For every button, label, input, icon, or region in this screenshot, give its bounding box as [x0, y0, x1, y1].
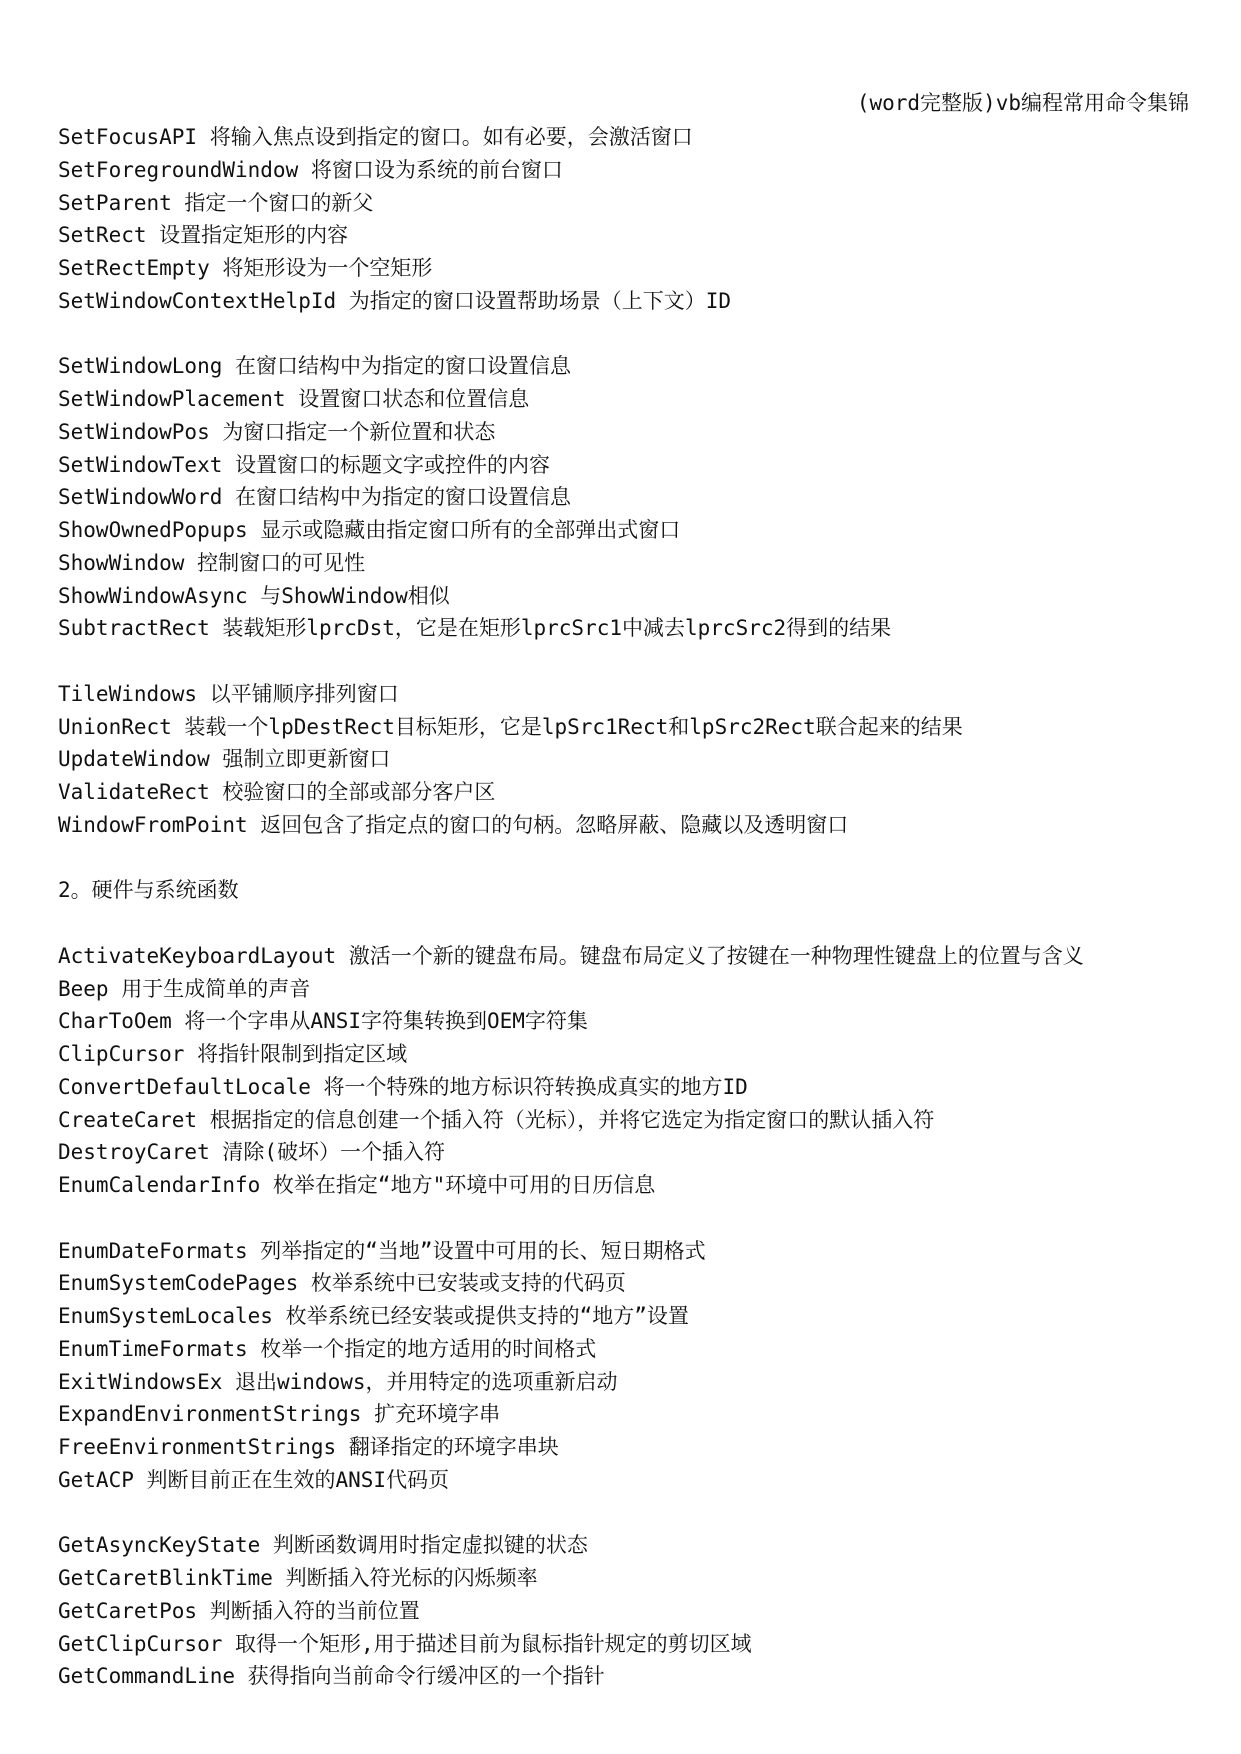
text-line: GetCaretBlinkTime 判断插入符光标的闪烁频率: [58, 1566, 538, 1590]
text-line: UnionRect 装载一个lpDestRect目标矩形，它是lpSrc1Rect和lpSrc2Rect联合起来的结果: [58, 714, 963, 739]
blank-line: [58, 1497, 1198, 1530]
text-line: GetCommandLine 获得指向当前命令行缓冲区的一个指针: [58, 1664, 605, 1689]
document-body: [58, 121, 1198, 1693]
text-line: EnumSystemCodePages 枚举系统中已安装或支持的代码页: [58, 1271, 626, 1296]
text-line: ExitWindowsEx 退出windows，并用特定的选项重新启动: [58, 1369, 618, 1394]
text-line: WindowFromPoint 返回包含了指定点的窗口的句柄。忽略屏蔽、隐藏以及透明窗口: [58, 812, 849, 837]
blank-line: [58, 1202, 1198, 1235]
text-line: EnumSystemLocales 枚举系统已经安装或提供支持的“地方”设置: [58, 1304, 689, 1328]
text-line: SetWindowContextHelpId 为指定的窗口设置帮助场景（上下文）ID: [58, 288, 732, 313]
text-line: ShowWindowAsync 与ShowWindow相似: [58, 583, 450, 608]
text-line: Beep 用于生成简单的声音: [58, 976, 311, 1001]
blank-line: [58, 318, 1198, 351]
text-line: SetParent 指定一个窗口的新父: [58, 190, 374, 215]
blank-line: [58, 842, 1198, 875]
text-line: ShowOwnedPopups 显示或隐藏由指定窗口所有的全部弹出式窗口: [58, 518, 681, 542]
text-line: EnumCalendarInfo 枚举在指定“地方"环境中可用的日历信息: [58, 1173, 656, 1197]
text-line: ConvertDefaultLocale 将一个特殊的地方标识符转换成真实的地方ID: [58, 1074, 748, 1099]
text-line: SetWindowWord 在窗口结构中为指定的窗口设置信息: [58, 485, 572, 510]
text-line: GetCaretPos 判断插入符的当前位置: [58, 1598, 420, 1623]
page-header: (word完整版)vb编程常用命令集锦: [856, 91, 1189, 115]
text-line: SetWindowLong 在窗口结构中为指定的窗口设置信息: [58, 354, 572, 379]
text-line: SetWindowPlacement 设置窗口状态和位置信息: [58, 387, 530, 411]
text-line: SubtractRect 装载矩形lprcDst，它是在矩形lprcSrc1中减去lprcSrc2得到的结果: [58, 616, 892, 641]
text-line: EnumDateFormats 列举指定的“当地”设置中可用的长、短日期格式: [58, 1238, 706, 1263]
text-line: UpdateWindow 强制立即更新窗口: [58, 747, 391, 772]
blank-line: [58, 907, 1198, 940]
text-line: ExpandEnvironmentStrings 扩充环境字串: [58, 1402, 501, 1427]
text-line: SetRectEmpty 将矩形设为一个空矩形: [58, 256, 433, 280]
text-line: EnumTimeFormats 枚举一个指定的地方适用的时间格式: [58, 1336, 597, 1361]
text-line: GetClipCursor 取得一个矩形,用于描述目前为鼠标指针规定的剪切区域: [58, 1631, 752, 1656]
text-line: TileWindows 以平铺顺序排列窗口: [58, 681, 399, 706]
text-line: ClipCursor 将指针限制到指定区域: [58, 1042, 408, 1066]
blank-line: [58, 645, 1198, 678]
text-line: SetForegroundWindow 将窗口设为系统的前台窗口: [58, 157, 563, 182]
text-line: SetWindowText 设置窗口的标题文字或控件的内容: [58, 452, 551, 477]
text-line: CharToOem 将一个字串从ANSI字符集转换到OEM字符集: [58, 1009, 588, 1034]
text-line: ValidateRect 校验窗口的全部或部分客户区: [58, 780, 496, 804]
text-line: 2。硬件与系统函数: [58, 878, 239, 903]
text-line: GetAsyncKeyState 判断函数调用时指定虚拟键的状态: [58, 1533, 588, 1558]
text-line: DestroyCaret 清除(破坏）一个插入符: [58, 1140, 446, 1165]
text-line: CreateCaret 根据指定的信息创建一个插入符（光标），并将它选定为指定窗口的默认插入符: [58, 1107, 935, 1132]
text-line: SetRect 设置指定矩形的内容: [58, 223, 349, 248]
text-line: SetFocusAPI 将输入焦点设到指定的窗口。如有必要，会激活窗口: [58, 125, 693, 149]
text-line: SetWindowPos 为窗口指定一个新位置和状态: [58, 419, 496, 444]
text-line: FreeEnvironmentStrings 翻译指定的环境字串块: [58, 1435, 559, 1459]
text-line: ShowWindow 控制窗口的可见性: [58, 550, 366, 575]
text-line: ActivateKeyboardLayout 激活一个新的键盘布局。键盘布局定义了按键在一种物理性键盘上的位置与含义: [58, 943, 1084, 968]
text-line: GetACP 判断目前正在生效的ANSI代码页: [58, 1467, 450, 1492]
